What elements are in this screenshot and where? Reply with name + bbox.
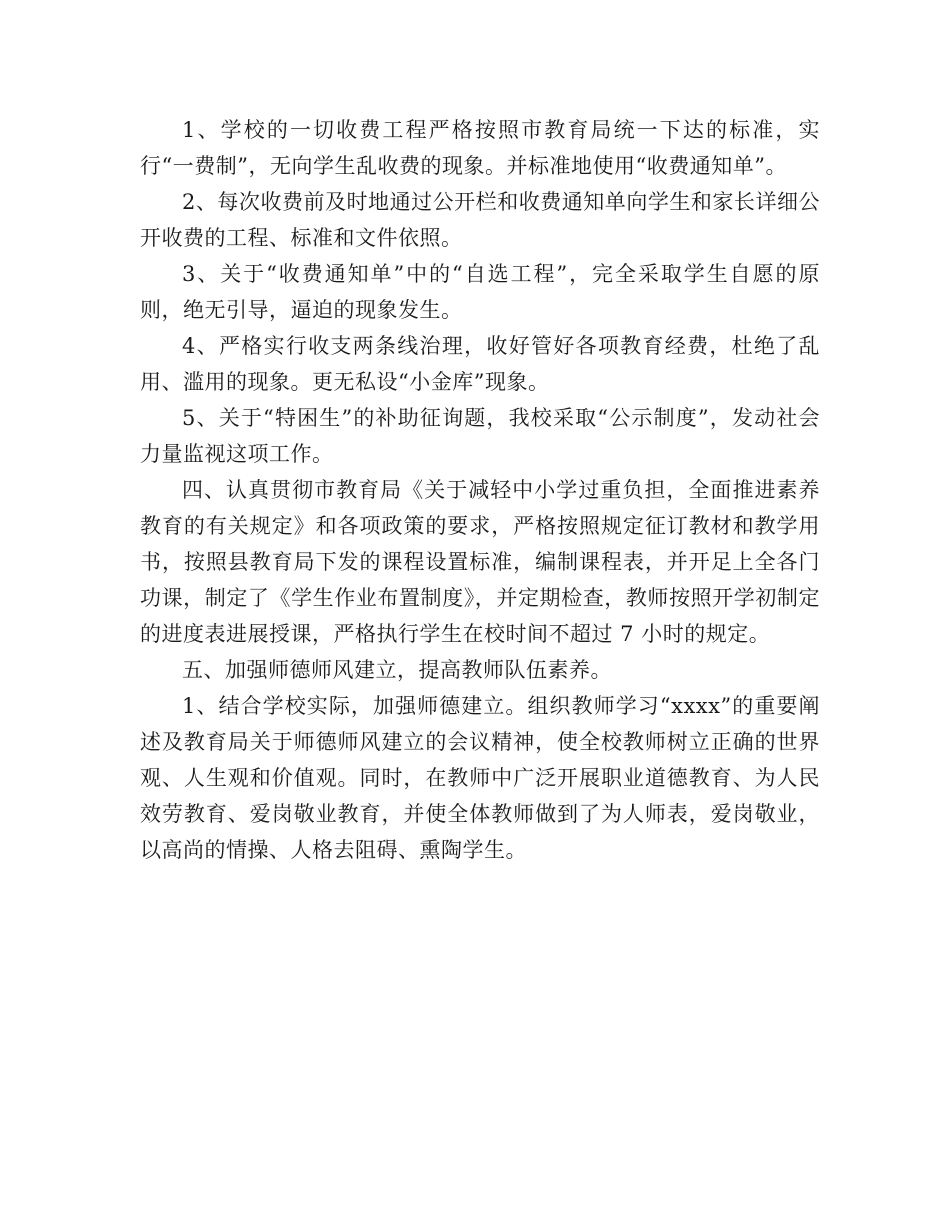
paragraph-section-four: 四、认真贯彻市教育局《关于减轻中小学过重负担，全面推进素养教育的有关规定》和各项政策的要求，严格按照规定征订教材和教学用书，按照县教育局下发的课程设置标准，编制课程表，并开足上全各门功课，制定了《学生作业布置制度》，并定期检查，教师按照开学初制定的进度表进展授课，严格执行学生在校时间不超过 7 小时的规定。 bbox=[140, 478, 820, 646]
paragraph-fee-item-3: 3、关于“收费通知单”中的“自选工程”，完全采取学生自愿的原则，绝无引导，逼迫的现象发生。 bbox=[140, 262, 820, 322]
paragraph-fee-item-1: 1、学校的一切收费工程严格按照市教育局统一下达的标准，实行“一费制”，无向学生乱收费的现象。并标准地使用“收费通知单”。 bbox=[140, 118, 820, 178]
paragraph-fee-item-4: 4、严格实行收支两条线治理，收好管好各项教育经费，杜绝了乱用、滥用的现象。更无私设“小金库”现象。 bbox=[140, 334, 820, 394]
paragraph-fee-item-2: 2、每次收费前及时地通过公开栏和收费通知单向学生和家长详细公开收费的工程、标准和文件依照。 bbox=[140, 190, 820, 250]
document-body bbox=[140, 112, 820, 868]
paragraph-ethics-item-1: 1、结合学校实际，加强师德建立。组织教师学习“xxxx”的重要阐述及教育局关于师德师风建立的会议精神，使全校教师树立正确的世界观、人生观和价值观。同时，在教师中广泛开展职业道德教育、为人民效劳教育、爱岗敬业教育，并使全体教师做到了为人师表，爱岗敬业，以高尚的情操、人格去阻碍、熏陶学生。 bbox=[140, 694, 820, 862]
paragraph-section-five-heading: 五、加强师德师风建立，提高教师队伍素养。 bbox=[182, 658, 612, 682]
paragraph-fee-item-5: 5、关于“特困生”的补助征询题，我校采取“公示制度”，发动社会力量监视这项工作。 bbox=[140, 406, 820, 466]
